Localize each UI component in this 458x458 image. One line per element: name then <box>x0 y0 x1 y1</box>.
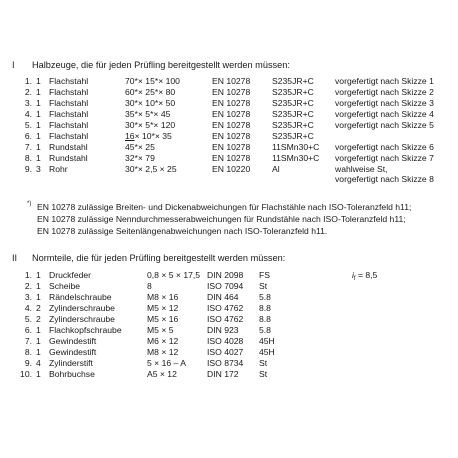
row-name: Rundstahl <box>49 142 88 153</box>
row-material: S235JR+C <box>272 98 314 109</box>
row-index: 5. <box>24 120 32 131</box>
row-index: 9. <box>24 358 32 369</box>
row-dimensions: 60*× 25*× 80 <box>125 87 176 98</box>
row-dimensions: 32*× 79 <box>125 153 155 164</box>
row-standard: ISO 8734 <box>207 358 244 369</box>
row-remark: vorgefertigt nach Skizze 2 <box>335 87 434 98</box>
row-quantity: 1 <box>36 292 41 303</box>
row-quantity: 1 <box>36 153 41 164</box>
row-name: Rohr <box>49 164 68 175</box>
row-quantity: 1 <box>36 76 41 86</box>
row-index: 7. <box>24 336 32 347</box>
row-material: S235JR+C <box>272 120 314 131</box>
row-dimensions: M8 × 12 <box>147 347 179 358</box>
row-quantity: 1 <box>36 270 41 280</box>
row-dimensions: M5 × 5 <box>147 325 174 336</box>
row-name: Zylinderschraube <box>49 303 115 314</box>
row-dimensions: M5 × 16 <box>147 314 179 325</box>
row-standard: EN 10278 <box>212 98 251 109</box>
section2-title: Normteile, die für jeden Prüfling bereitgestellt werden müssen: <box>32 253 286 263</box>
section1-extra-remark: vorgefertigt nach Skizze 8 <box>335 174 434 184</box>
row-material: St <box>259 281 268 292</box>
row-dimensions <box>125 132 172 141</box>
row-dimensions: 30*× 10*× 50 <box>125 98 176 109</box>
row-material: 45H <box>259 347 275 358</box>
row-index: 3. <box>24 292 32 303</box>
row-quantity: 2 <box>36 314 41 325</box>
row-material: FS <box>259 270 270 280</box>
row-quantity: 1 <box>36 325 41 336</box>
row-dimensions: 30*× 2,5 × 25 <box>125 164 177 175</box>
row-standard: EN 10220 <box>212 164 251 175</box>
row-name: Gewindestift <box>49 336 97 347</box>
row-name: Flachstahl <box>49 76 89 86</box>
row-material: 45H <box>259 336 275 347</box>
row-material: Al <box>272 164 280 175</box>
row-material: S235JR+C <box>272 76 314 86</box>
row-material: 11SMn30+C <box>272 153 320 164</box>
row-material: 5.8 <box>259 292 271 303</box>
row-quantity: 3 <box>36 164 41 175</box>
row-dimension-rest: × 10*× 35 <box>134 131 172 142</box>
row-dimensions: M5 × 12 <box>147 303 179 314</box>
row-quantity: 1 <box>36 120 41 131</box>
row-quantity: 1 <box>36 347 41 358</box>
row-dimensions: 30*× 5*× 120 <box>125 120 176 131</box>
footnote-marker: *) <box>27 201 32 207</box>
row-name: Flachstahl <box>49 87 89 98</box>
row-name: Flachstahl <box>49 120 89 131</box>
row-remark: vorgefertigt nach Skizze 5 <box>335 120 434 131</box>
row-standard: DIN 464 <box>207 292 239 303</box>
row-name: Zylinderschraube <box>49 314 115 325</box>
row-index: 4. <box>24 303 32 314</box>
row-index: 6. <box>24 325 32 336</box>
row-index: 8. <box>24 153 32 164</box>
row-standard: ISO 4762 <box>207 314 244 325</box>
row-material: 11SMn30+C <box>272 142 320 153</box>
row-name: Flachstahl <box>49 131 89 142</box>
row-standard: ISO 4028 <box>207 336 244 347</box>
row-standard: DIN 2098 <box>207 270 244 280</box>
row-dimensions: M8 × 16 <box>147 292 179 303</box>
row-quantity: 1 <box>36 131 41 142</box>
row-name: Flachstahl <box>49 98 89 109</box>
row-name: Flachkopfschraube <box>49 325 122 336</box>
section1-roman: I <box>12 60 15 70</box>
spring-value: = 8,5 <box>357 270 378 280</box>
row-dimensions: 0,8 × 5 × 17,5 <box>147 270 201 280</box>
row-standard: EN 10278 <box>212 131 251 142</box>
row-standard: EN 10278 <box>212 76 251 86</box>
row-name: Rändelschraube <box>49 292 112 303</box>
row-index: 9. <box>24 164 32 175</box>
row-remark: vorgefertigt nach Skizze 7 <box>335 153 434 164</box>
row-dimensions: 70*× 15*× 100 <box>125 76 180 86</box>
row-material: St <box>259 358 268 369</box>
row-dimensions: 45*× 25 <box>125 142 155 153</box>
row-quantity: 2 <box>36 303 41 314</box>
row-quantity: 1 <box>36 87 41 98</box>
spring-symbol: i <box>352 270 354 280</box>
row-quantity: 1 <box>36 336 41 347</box>
section2-roman: II <box>12 253 18 263</box>
row-name: Scheibe <box>49 281 81 292</box>
row-dimensions: A5 × 12 <box>147 369 177 380</box>
row-index: 3. <box>24 98 32 109</box>
row-quantity: 1 <box>36 109 41 120</box>
row-index: 2. <box>24 87 32 98</box>
table-row <box>0 370 458 381</box>
section1-title: Halbzeuge, die für jeden Prüfling bereitgestellt werden müssen: <box>32 60 290 70</box>
row-standard: DIN 923 <box>207 325 239 336</box>
row-standard: ISO 7094 <box>207 281 244 292</box>
row-material: 5.8 <box>259 325 271 336</box>
row-remark: vorgefertigt nach Skizze 6 <box>335 142 434 153</box>
row-material: S235JR+C <box>272 131 314 142</box>
row-material: St <box>259 369 268 380</box>
spring-rate-note <box>352 271 377 280</box>
row-standard: ISO 4762 <box>207 303 244 314</box>
row-index: 1. <box>24 76 32 86</box>
row-name: Rundstahl <box>49 153 88 164</box>
row-quantity: 4 <box>36 358 41 369</box>
row-material: S235JR+C <box>272 109 314 120</box>
row-quantity: 1 <box>36 142 41 153</box>
row-index: 5. <box>24 314 32 325</box>
row-index: 6. <box>24 131 32 142</box>
row-remark: vorgefertigt nach Skizze 1 <box>335 76 434 86</box>
row-standard: EN 10278 <box>212 153 251 164</box>
row-standard: EN 10278 <box>212 142 251 153</box>
row-index: 10. <box>20 369 32 380</box>
row-remark: vorgefertigt nach Skizze 4 <box>335 109 434 120</box>
row-name: Zylinderstift <box>49 358 93 369</box>
row-index: 2. <box>24 281 32 292</box>
row-index: 8. <box>24 347 32 358</box>
row-standard: EN 10278 <box>212 109 251 120</box>
row-standard: DIN 172 <box>207 369 239 380</box>
footnote-line-3: EN 10278 zulässige Seitenlängenabweichungen nach ISO-Toleranzfeld h11. <box>37 226 328 236</box>
row-standard: EN 10278 <box>212 87 251 98</box>
row-quantity: 1 <box>36 281 41 292</box>
row-dimensions: M6 × 12 <box>147 336 179 347</box>
row-quantity: 1 <box>36 369 41 380</box>
row-quantity: 1 <box>36 98 41 109</box>
row-standard: EN 10278 <box>212 120 251 131</box>
row-remark: vorgefertigt nach Skizze 3 <box>335 98 434 109</box>
row-dimensions: 5 × 16 – A <box>147 358 186 369</box>
row-material: 8.8 <box>259 303 271 314</box>
footnote-line-2: EN 10278 zulässige Nenndurchmesserabweichungen für Rundstähle nach ISO-Toleranzfeld h11; <box>37 214 406 224</box>
row-index: 1. <box>24 270 32 280</box>
spring-subscript: f <box>353 276 356 282</box>
row-standard: ISO 4027 <box>207 347 244 358</box>
row-name: Bohrbuchse <box>49 369 95 380</box>
row-material: 8.8 <box>259 314 271 325</box>
row-remark: wahlweise St, <box>335 164 388 175</box>
row-name: Gewindestift <box>49 347 97 358</box>
row-name: Druckfeder <box>49 270 92 280</box>
row-index: 4. <box>24 109 32 120</box>
row-dimensions: 8 <box>147 281 152 292</box>
footnote-line-1: EN 10278 zulässige Breiten- und Dickenabweichungen für Flachstähle nach ISO-Toleranzfeld h11; <box>37 202 412 212</box>
row-index: 7. <box>24 142 32 153</box>
row-dimensions: 35*× 5*× 45 <box>125 109 171 120</box>
row-name: Flachstahl <box>49 109 89 120</box>
row-dimension-underlined: 16 <box>125 131 135 142</box>
row-material: S235JR+C <box>272 87 314 98</box>
